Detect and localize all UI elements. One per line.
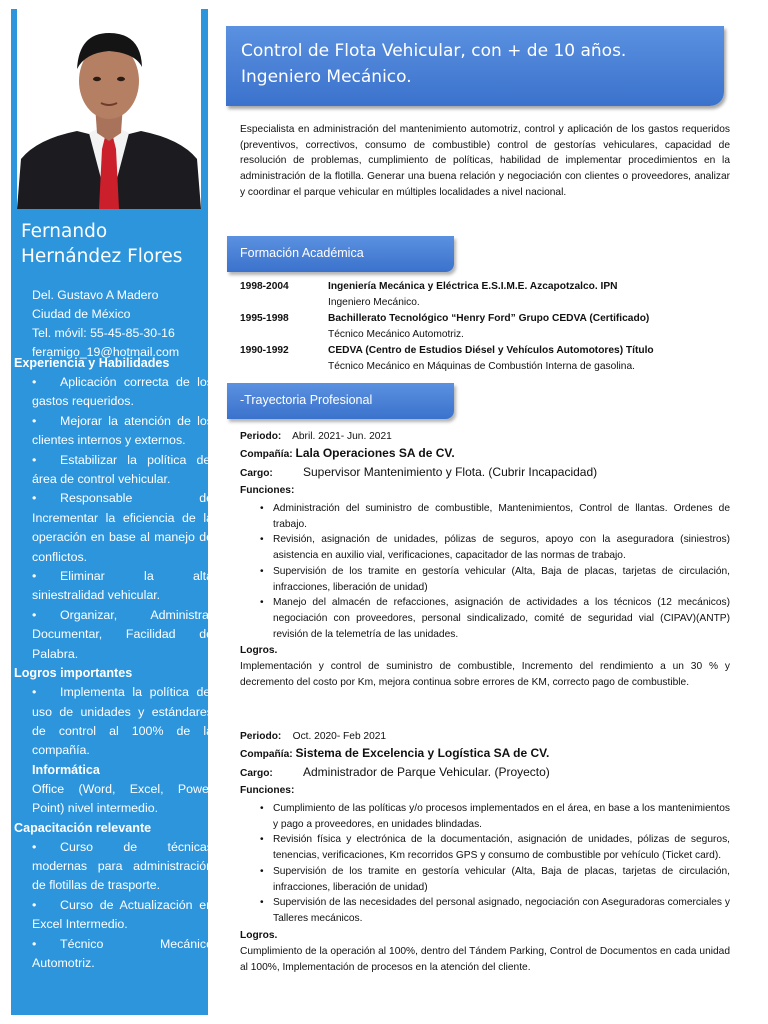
candidate-name bbox=[21, 219, 206, 269]
achievements-heading: Logros importantes bbox=[14, 666, 133, 681]
achievements-label: Logros. bbox=[240, 645, 278, 657]
experience-item: • Mejorar la atención de los clientes internos y externos. bbox=[32, 413, 213, 448]
functions-label: Funciones: bbox=[240, 785, 295, 796]
experience-item: • Organizar, Administrar Documentar, Facilidad de Palabra. bbox=[32, 607, 213, 661]
experience-item: • Estabilizar la política del área de control vehicular. bbox=[32, 452, 213, 487]
phone: Tel. móvil: 55-45-85-30-16 bbox=[32, 326, 175, 340]
job-period-row bbox=[240, 729, 730, 745]
job-entry bbox=[240, 729, 730, 976]
function-item: • Revisión física y electrónica de la documentación, asignación de unidades, pólizas de seguros, tenencias, verificaciones, Km recorridos GPS y consumo de combustible por vehículo (Ticket card). bbox=[240, 832, 730, 863]
position-label: Cargo: bbox=[240, 468, 273, 479]
job-company: Sistema de Excelencia y Logística SA de CV. bbox=[295, 746, 550, 760]
address-line-2: Ciudad de México bbox=[32, 307, 131, 321]
title-banner bbox=[226, 26, 724, 106]
job-period: Abril. 2021- Jun. 2021 bbox=[292, 431, 392, 442]
job-period: Oct. 2020- Feb 2021 bbox=[292, 731, 387, 742]
training-heading: Capacitación relevante bbox=[14, 820, 152, 835]
function-item: • Manejo del almacén de refacciones, asignación de actividades a los técnicos (12 mecánicos) negociación con proveedores, personal sindicalizado, comité de seguridad vial (CIPAV)(ANTP) revisión de la telemetría de las unidades. bbox=[240, 595, 730, 642]
education-heading: Formación Académica bbox=[240, 246, 364, 260]
last-name: Hernández Flores bbox=[21, 246, 183, 267]
achievements-label: Logros. bbox=[240, 929, 278, 941]
function-item: • Revisión, asignación de unidades, pólizas de seguros, apoyo con la aseguradora (siniestros) asistencia en auxilio vial, verificaciones, capacitador de las normas de trabajo. bbox=[240, 532, 730, 563]
education-banner bbox=[227, 236, 454, 272]
profile-photo bbox=[17, 9, 201, 209]
experience-item: • Aplicación correcta de los gastos requeridos. bbox=[32, 375, 213, 409]
profile-title bbox=[241, 38, 626, 90]
period-label: Periodo: bbox=[240, 431, 282, 442]
title-line-2: Ingeniero Mecánico. bbox=[241, 67, 412, 87]
education-degree: Técnico Mecánico en Máquinas de Combustión Interna de gasolina. bbox=[328, 361, 635, 372]
career-heading: -Trayectoria Profesional bbox=[240, 393, 373, 407]
job-position-row bbox=[240, 761, 730, 783]
training-item: • Técnico Mecánico Automotriz. bbox=[32, 936, 213, 970]
company-label: Compañía: bbox=[240, 449, 293, 460]
first-name: Fernando bbox=[21, 221, 108, 242]
function-item: • Administración del suministro de combustible, Mantenimientos, Control de llantas. Ordenes de trabajo. bbox=[240, 501, 730, 532]
education-degree: Ingeniero Mecánico. bbox=[328, 297, 420, 308]
experience-item: • Responsable de Incrementar la eficiencia de la operación en base al manejo de conflictos. bbox=[32, 491, 213, 564]
function-item: • Supervisión de los tramite en gestoría vehicular (Alta, Baja de placas, tarjetas de circulación, infracciones, liberación de unidad) bbox=[240, 864, 730, 895]
experience-heading: Experiencia y Habilidades bbox=[14, 356, 170, 370]
education-years: 1998-2004 bbox=[240, 281, 289, 292]
function-item: • Cumplimiento de las políticas y/o procesos implementados en el área, en base a los mantenimientos y pago a proveedores, en unidades blindadas. bbox=[240, 801, 730, 832]
education-years: 1995-1998 bbox=[240, 313, 289, 324]
functions-list bbox=[240, 501, 730, 642]
training-item: • Curso de Actualización en Excel Intermedio. bbox=[32, 897, 213, 932]
it-heading: Informática bbox=[32, 762, 100, 777]
contact-info bbox=[32, 286, 207, 362]
function-item: • Supervisión de los tramite en gestoría vehicular (Alta, Baja de placas, tarjetas de circulación, infracciones, liberación de unidad) bbox=[240, 564, 730, 595]
education-degree: Técnico Mecánico Automotriz. bbox=[328, 329, 464, 340]
job-position: Administrador de Parque Vehicular. (Proyecto) bbox=[303, 765, 550, 779]
achievement-item: • Implementa la política del uso de unidades y estándares de control al 100% de la compañía. bbox=[32, 685, 213, 758]
education-institution: Ingeniería Mecánica y Eléctrica E.S.I.M.E. Azcapotzalco. IPN bbox=[328, 281, 618, 292]
function-item: • Supervisión de las necesidades del personal asignado, negociación con Aseguradoras comerciales y Talleres mecánicos. bbox=[240, 895, 730, 926]
professional-summary: Especialista en administración del mantenimiento automotriz, control y aplicación de los gastos requeridos (preventivos, correctivos, consumo de combustible) control de gestorías vehiculares, capacidad de resolución de problemas, cumplimiento de políticas, habilidad de implementar procedimientos en la administración de la flotilla. Generar una buena relación y negociación con clientes o proveedores, analizar y coordinar el parque vehicular en múltiples localidades a nivel nacional. bbox=[240, 124, 730, 198]
experience-item: • Eliminar la alta siniestralidad vehicular. bbox=[32, 569, 213, 603]
it-text: Office (Word, Excel, Power Point) nivel intermedio. bbox=[32, 781, 213, 816]
job-achievements: Implementación y control de suministro de combustible, Incremento del rendimiento a un 30 % y decremento del costo por Km, mejora continua sobre errores de KM, correcto pago de combustible. bbox=[240, 661, 730, 689]
job-company-row bbox=[240, 745, 730, 761]
job-period-row bbox=[240, 429, 730, 445]
job-entry bbox=[240, 429, 730, 691]
company-label: Compañía: bbox=[240, 749, 293, 760]
period-label: Periodo: bbox=[240, 731, 282, 742]
title-line-1: Control de Flota Vehicular, con + de 10 años. bbox=[241, 41, 627, 61]
position-label: Cargo: bbox=[240, 768, 273, 779]
job-company-row bbox=[240, 445, 730, 461]
education-institution: CEDVA (Centro de Estudios Diésel y Vehículos Automotores) Título bbox=[328, 345, 654, 356]
address-line-1: Del. Gustavo A Madero bbox=[32, 288, 159, 302]
job-position: Supervisor Mantenimiento y Flota. (Cubrir Incapacidad) bbox=[303, 465, 598, 479]
education-institution: Bachillerato Tecnológico “Henry Ford” Grupo CEDVA (Certificado) bbox=[328, 313, 650, 324]
training-item: • Curso de técnicas modernas para administración de flotillas de trasporte. bbox=[32, 839, 213, 893]
email: feramigo_19@hotmail.com bbox=[32, 345, 180, 359]
job-achievements: Cumplimiento de la operación al 100%, dentro del Tándem Parking, Control de Documentos en cada unidad al 100%, Implementación de procesos en la atención del cliente. bbox=[240, 945, 730, 973]
functions-list bbox=[240, 801, 730, 927]
functions-label: Funciones: bbox=[240, 485, 295, 496]
job-position-row bbox=[240, 461, 730, 483]
sidebar-sections bbox=[14, 354, 213, 973]
sidebar bbox=[11, 9, 213, 1015]
education-years: 1990-1992 bbox=[240, 345, 289, 356]
job-company: Lala Operaciones SA de CV. bbox=[295, 446, 455, 460]
career-banner bbox=[227, 383, 454, 419]
